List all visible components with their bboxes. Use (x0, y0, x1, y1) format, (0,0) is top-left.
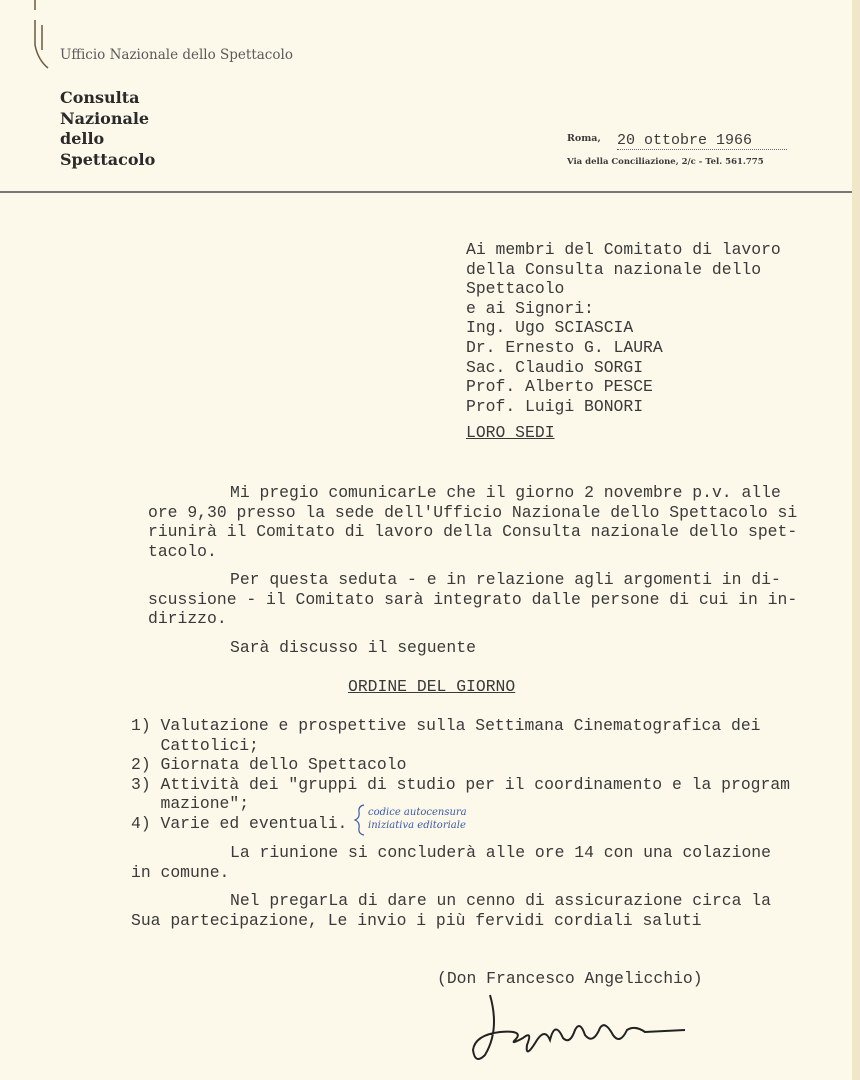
paragraph-1 (148, 483, 797, 561)
recipient-line: Ai membri del Comitato di lavoro (466, 240, 781, 259)
text-line: Mi pregio comunicarLe che il giorno 2 novembre p.v. alle (230, 483, 781, 502)
recipient-line: Spettacolo (466, 279, 565, 299)
handwritten-note (368, 806, 467, 832)
office-name: Ufficio Nazionale dello Spettacolo (60, 47, 293, 63)
letter-date: 20 ottobre 1966 (617, 132, 787, 150)
text-line: scussione - il Comitato sarà integrato dalle persone di cui in in- (148, 589, 798, 609)
agenda-item: 2) Giornata dello Spettacolo (131, 755, 407, 775)
agenda-item: 3) Attività dei "gruppi di studio per il coordinamento e la program (131, 774, 791, 794)
page-edge (852, 0, 860, 1080)
org-line: dello (60, 129, 105, 148)
agenda-title: ORDINE DEL GIORNO (348, 677, 516, 696)
text-line: ore 9,30 presso la sede dell'Ufficio Nazionale dello Spettacolo si (148, 502, 798, 522)
text-line: riunirà il Comitato di lavoro della Consulta nazionale dello spet- (148, 522, 798, 542)
divider (0, 191, 852, 193)
recipient-line: della Consulta nazionale dello (466, 259, 762, 279)
agenda-item: 1) Valutazione e prospettive sulla Settimana Cinematografica dei (131, 716, 761, 735)
text-line: dirizzo. (148, 609, 227, 629)
paragraph-2 (148, 570, 797, 629)
handwritten-signature (455, 990, 695, 1065)
recipient-line: Prof. Alberto PESCE (466, 377, 653, 397)
pencil-mark (30, 0, 70, 75)
text-line: Sua partecipazione, Le invio i più fervidi cordiali saluti (131, 910, 702, 930)
org-line: Nazionale (60, 108, 150, 128)
paragraph-4 (131, 843, 771, 882)
recipient-line: Dr. Ernesto G. LAURA (466, 337, 663, 357)
handwritten-brace (354, 804, 366, 836)
org-line: Spettacolo (60, 149, 156, 169)
recipients-block (466, 240, 781, 443)
paragraph-3: Sarà discusso il seguente (230, 638, 476, 657)
loro-sedi: LORO SEDI (466, 423, 555, 443)
note-line: codice autocensura (368, 807, 467, 818)
text-line: Per questa seduta - e in relazione agli argomenti in di- (230, 570, 781, 589)
note-line: iniziativa editoriale (368, 820, 466, 831)
text-line: tacolo. (148, 541, 217, 561)
text-line: Nel pregarLa di dare un cenno di assicurazione circa la (230, 891, 771, 910)
place-label: Roma, (567, 133, 601, 144)
typed-signature: (Don Francesco Angelicchio) (437, 969, 703, 988)
text-line: La riunione si concluderà alle ore 14 con una colazione (230, 843, 771, 862)
org-line: Consulta (60, 88, 140, 107)
text-line: in comune. (131, 862, 230, 882)
agenda-item: mazione"; (131, 794, 250, 814)
organization-name (60, 88, 155, 170)
recipient-line: Sac. Claudio SORGI (466, 357, 644, 377)
paragraph-5 (131, 891, 771, 930)
agenda-item: 4) Varie ed eventuali. (131, 813, 348, 833)
recipient-line: Prof. Luigi BONORI (466, 396, 644, 416)
address: Via della Conciliazione, 2/c - Tel. 561.775 (567, 157, 764, 167)
agenda-item: Cattolici; (131, 735, 259, 755)
recipient-line: e ai Signori: (466, 298, 594, 318)
recipient-line: Ing. Ugo SCIASCIA (466, 318, 634, 338)
